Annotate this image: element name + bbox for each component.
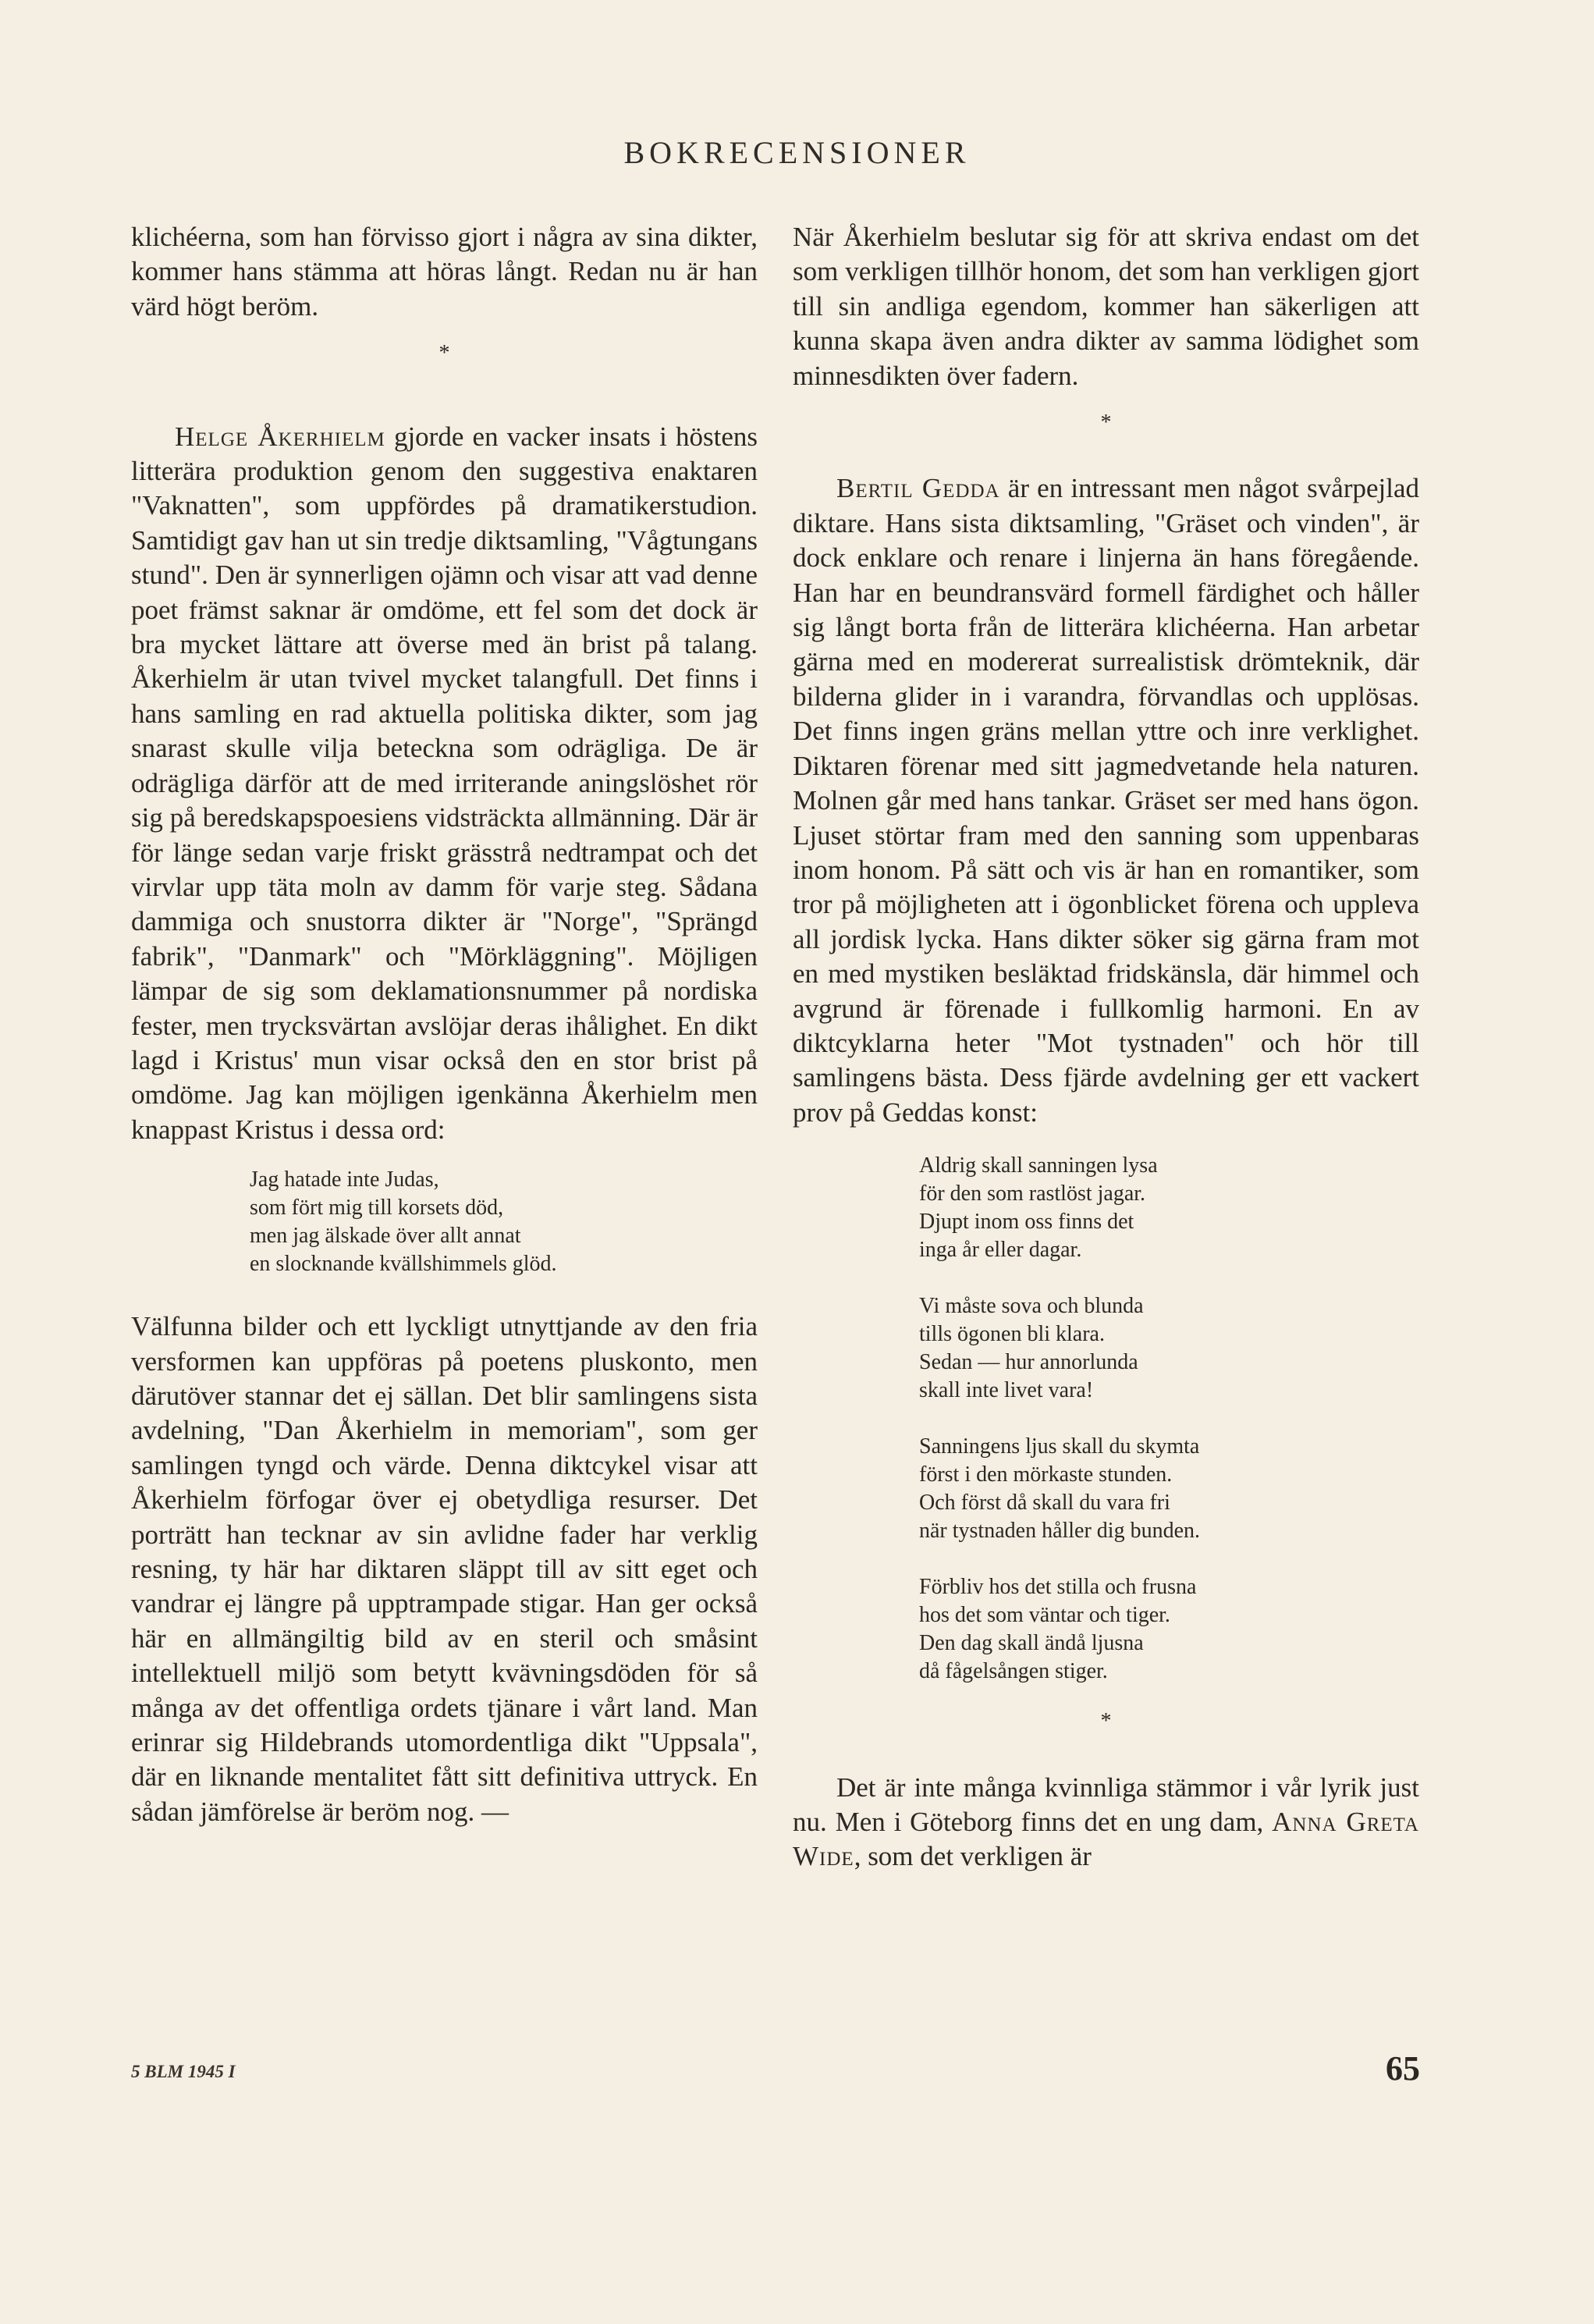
paragraph: klichéerna, som han förvisso gjort i några av sina dikter, kommer hans stämma att höras långt. Redan nu är han värd högt beröm.: [131, 222, 758, 322]
author-name: Helge Åkerhielm: [175, 421, 385, 452]
page-number: 65: [1386, 2049, 1420, 2088]
poem-stanza: Förbliv hos det stilla och frusna hos det som väntar och tiger. Den dag skall ändå ljusna då fågelsången stiger.: [919, 1575, 1197, 1684]
section-separator: *: [1100, 1709, 1112, 1734]
page-header: BOKRECENSIONER: [623, 135, 971, 170]
paragraph-text: Det är inte många kvinnliga stämmor i vår lyrik just nu. Men i Göteborg finns det en ung dam,: [793, 1771, 1419, 1837]
paragraph: [131, 420, 758, 1148]
paragraph: När Åkerhielm beslutar sig för att skriva endast om det som verkligen tillhör honom, det som han verkligen gjort till sin andliga egendom, kommer han säkerligen att kunna skapa även andra dikter av samma lödighet som minnesdikten över fadern.: [793, 222, 1419, 391]
section-separator: *: [438, 341, 450, 366]
paragraph: [793, 471, 1419, 1130]
paragraph: [793, 1771, 1419, 1874]
poem-stanza: Sanningens ljus skall du skymta först i den mörkaste stunden. Och först då skall du vara fri när tystnaden håller dig bunden.: [919, 1434, 1201, 1544]
paragraph: Välfunna bilder och ett lyckligt utnyttjande av den fria versformen kan uppföras på poetens pluskonto, men därutöver stannar det ej sällan. Det blir samlingens sista avdelning, "Dan Åkerhielm in memoriam", som ger samlingen tyngd och värde. Denna diktcykel visar att Åkerhielm förfogar över ej obetydliga resurser. Det porträtt han tecknar av sin avlidne fader har verklig resning, ty här har diktaren släppt till av sitt eget och vandrar ej längre på upptrampade stigar. Han ger också här en allmängiltig bild av en steril och småsint intellektuell miljö som betytt kvävningsdöden för så många av det offentliga ordets tjänare i vårt land. Man erinrar sig Hildebrands utomordentliga dikt "Uppsala", där en liknande mentalitet fått sitt definitiva uttryck. En sådan jämförelse är beröm nog. —: [131, 1311, 758, 1827]
author-name: Bertil Gedda: [836, 473, 1000, 504]
paragraph-text: gjorde en vacker insats i höstens litterära produktion genom den suggestiva enaktaren "Vaknatten", som uppfördes på dramatikerstudion. Samtidigt gav han ut sin tredje diktsamling, "Vågtungans stund". Den är synnerligen ojämn och visar att vad denne poet främst saknar är omdöme, ett fel som det dock är bra mycket lättare att överse med än brist på talang. Åkerhielm är utan tvivel mycket talangfull. Det finns i hans samling en rad aktuella politiska dikter, som jag snarast skulle vilja beteckna som odrägliga. De är odrägliga därför att de med irriterande aningslöshet rör sig på beredskapspoesiens vidsträckta allmänning. Där är för länge sedan varje friskt grässtrå nedtrampat och det virvlar upp täta moln av damm för varje steg. Sådana dammiga och snustorra dikter är "Norge", "Sprängd fabrik", "Danmark" och "Mörkläggning". Möjligen lämpar de sig som deklamationsnummer på nordiska fester, men trycksvärtan avslöjar deras ihålighet. En dikt lagd i Kristus' mun visar också den en stor brist på omdöme. Jag kan möjligen igenkänna Åkerhielm men knappast Kristus i dessa ord:: [131, 421, 758, 1145]
poem-stanza: Aldrig skall sanningen lysa för den som rastlöst jagar. Djupt inom oss finns det inga år eller dagar.: [919, 1153, 1158, 1263]
poem-stanza: Vi måste sova och blunda tills ögonen bli klara. Sedan — hur annorlunda skall inte livet vara!: [919, 1294, 1144, 1403]
paragraph-text: är en intressant men något svårpejlad diktare. Hans sista diktsamling, "Gräset och vinden", är dock enklare och renare i linjerna än hans föregående. Han har en beundransvärd formell färdighet och håller sig långt borta från de litterära klichéerna. Han arbetar gärna med en modererat surrealistisk drömteknik, där bilderna glider in i varandra, förvandlas och upplösas. Det finns ingen gräns mellan yttre och inre verklighet. Diktaren förenar med sitt jagmedvetande hela naturen. Molnen går med hans tankar. Gräset ser med hans ögon. Ljuset störtar fram med den sanning som uppenbaras inom honom. På sätt och vis är han en romantiker, som tror på möjligheten att i ögonblicket förena och uppleva all jordisk lycka. Hans dikter söker sig gärna fram mot en med mystiken besläktad fridskänsla, där himmel och avgrund är förenade i fullkomlig harmoni. En av diktcyklarna heter "Mot tystnaden" och hör till samlingens bästa. Dess fjärde avdelning ger ett vackert prov på Geddas konst:: [793, 473, 1419, 1128]
printer-signature: 5 BLM 1945 I: [131, 2062, 236, 2081]
left-column: [131, 220, 758, 1829]
poem-quote: Jag hatade inte Judas, som fört mig till korsets död, men jag älskade över allt annat en slocknande kvällshimmels glöd.: [250, 1167, 557, 1277]
section-separator: *: [1100, 410, 1112, 435]
paragraph-text: , som det verkligen är: [854, 1841, 1092, 1872]
right-column: [793, 220, 1419, 1874]
author-name: Anna Greta Wide: [793, 1806, 1419, 1872]
